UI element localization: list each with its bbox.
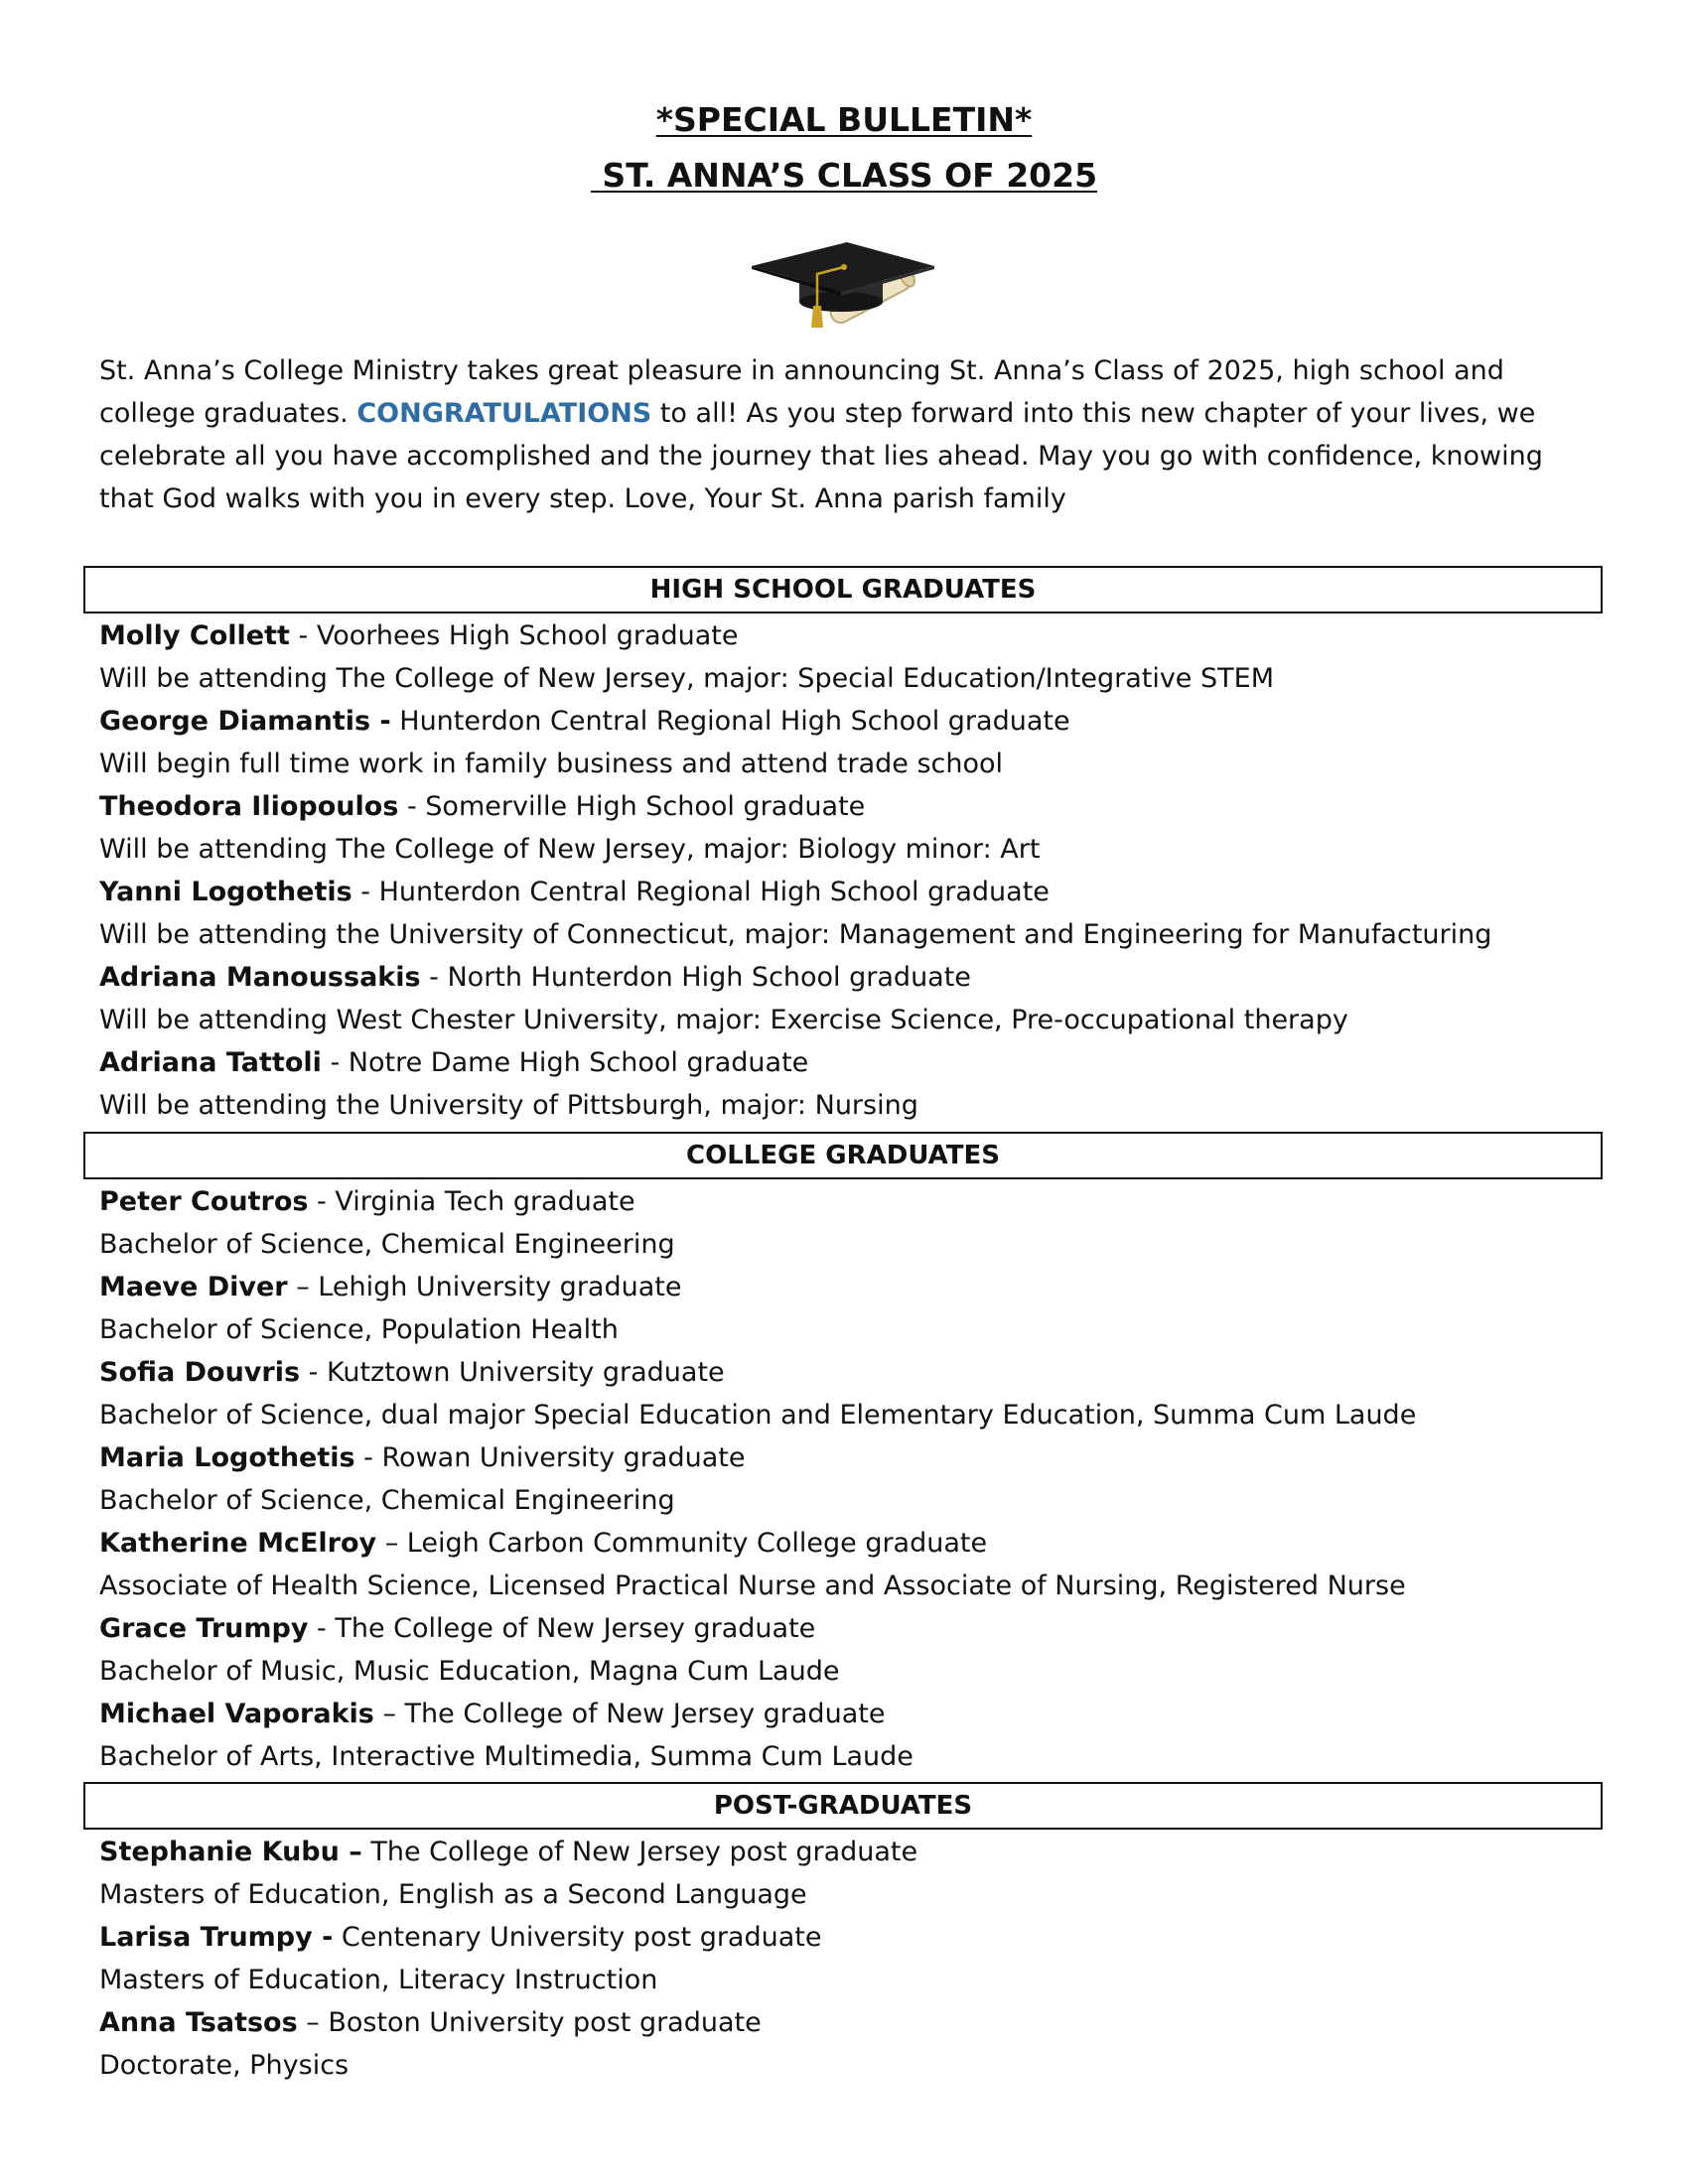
graduate-line <box>99 1831 1589 1873</box>
graduate-detail: Will be attending The College of New Jersey, major: Special Education/Integrative STEM <box>99 663 1274 694</box>
graduate-name: Katherine McElroy <box>99 1528 377 1559</box>
bulletin-title: *SPECIAL BULLETIN* <box>655 100 1033 139</box>
graduate-school: – Lehigh University graduate <box>287 1272 682 1302</box>
graduate-line <box>99 785 1589 828</box>
graduate-school: Hunterdon Central Regional High School graduate <box>390 706 1070 737</box>
graduate-name: Theodora Iliopoulos <box>99 791 399 822</box>
graduate-detail: Masters of Education, Literacy Instruction <box>99 1965 658 1995</box>
intro-text-2: to all! As you step forward into this new chapter of your lives, we celebrate all you have accomplished and the journey that lies ahead. May you go with confidence, knowing that God walks with you in every step. Love, Your St. Anna parish family <box>99 398 1543 514</box>
graduate-line <box>99 614 1589 657</box>
graduate-school: - Notre Dame High School graduate <box>321 1047 809 1078</box>
graduate-line <box>99 1041 1589 1084</box>
graduate-school: - Somerville High School graduate <box>398 791 866 822</box>
graduate-line <box>99 1180 1589 1223</box>
graduate-school: – Leigh Carbon Community College graduate <box>376 1528 988 1559</box>
graduate-detail: Bachelor of Science, Chemical Engineering <box>99 1485 675 1516</box>
graduate-detail: Doctorate, Physics <box>99 2050 350 2081</box>
post-graduates-heading: POST-GRADUATES <box>83 1782 1603 1830</box>
congratulations-highlight: CONGRATULATIONS <box>356 398 652 429</box>
intro-paragraph <box>99 349 1599 520</box>
graduate-line <box>99 1522 1589 1565</box>
graduate-detail: Will be attending West Chester University, major: Exercise Science, Pre-occupational therapy <box>99 1005 1348 1035</box>
graduate-line <box>99 1607 1589 1650</box>
college-graduates-heading: COLLEGE GRADUATES <box>83 1132 1603 1179</box>
graduate-detail: Will begin full time work in family business and attend trade school <box>99 749 1004 779</box>
graduate-name: Larisa Trumpy - <box>99 1922 334 1953</box>
post-graduates-list <box>99 1831 1589 2087</box>
graduate-name: Anna Tsatsos <box>99 2007 298 2038</box>
graduate-name: Adriana Tattoli <box>99 1047 322 1078</box>
graduate-name: George Diamantis - <box>99 706 391 737</box>
graduate-detail: Bachelor of Science, Population Health <box>99 1314 619 1345</box>
graduate-name: Maeve Diver <box>99 1272 288 1302</box>
graduate-name: Michael Vaporakis <box>99 1699 374 1729</box>
bulletin-subtitle: ST. ANNA’S CLASS OF 2025 <box>590 156 1098 195</box>
graduate-name: Sofia Douvris <box>99 1357 301 1388</box>
graduate-detail: Will be attending The College of New Jersey, major: Biology minor: Art <box>99 834 1041 865</box>
graduate-detail: Masters of Education, English as a Second Language <box>99 1879 807 1910</box>
graduate-school: – Boston University post graduate <box>297 2007 762 2038</box>
graduate-school: - The College of New Jersey graduate <box>308 1613 816 1644</box>
graduate-detail: Bachelor of Music, Music Education, Magna Cum Laude <box>99 1656 840 1687</box>
graduate-school: - Kutztown University graduate <box>300 1357 725 1388</box>
graduate-detail: Bachelor of Science, Chemical Engineering <box>99 1229 675 1260</box>
graduate-school: – The College of New Jersey graduate <box>373 1699 886 1729</box>
graduate-school: - Hunterdon Central Regional High School graduate <box>352 877 1050 907</box>
graduate-name: Adriana Manoussakis <box>99 962 421 993</box>
graduate-line <box>99 1916 1589 1959</box>
graduate-line <box>99 1693 1589 1735</box>
graduate-line <box>99 1351 1589 1394</box>
intro-text-1: St. Anna’s College Ministry takes great pleasure in announcing St. Anna’s Class of 2025, high school and college graduates. <box>99 355 1504 429</box>
graduate-school: The College of New Jersey post graduate <box>361 1837 918 1867</box>
graduate-school: Centenary University post graduate <box>333 1922 822 1953</box>
graduate-detail: Will be attending the University of Pittsburgh, major: Nursing <box>99 1090 918 1121</box>
graduation-cap-diploma-icon <box>750 236 938 336</box>
graduate-line <box>99 871 1589 913</box>
graduate-school: - Voorhees High School graduate <box>289 620 739 651</box>
graduate-line <box>99 956 1589 999</box>
graduate-name: Peter Coutros <box>99 1186 309 1217</box>
graduate-name: Molly Collett <box>99 620 290 651</box>
graduate-detail: Associate of Health Science, Licensed Practical Nurse and Associate of Nursing, Registered Nurse <box>99 1570 1406 1601</box>
graduate-detail: Bachelor of Arts, Interactive Multimedia, Summa Cum Laude <box>99 1741 914 1772</box>
graduate-name: Stephanie Kubu – <box>99 1837 362 1867</box>
graduate-name: Yanni Logothetis <box>99 877 352 907</box>
graduate-school: - North Hunterdon High School graduate <box>420 962 971 993</box>
high-school-graduates-list <box>99 614 1589 1127</box>
high-school-graduates-heading: HIGH SCHOOL GRADUATES <box>83 566 1603 614</box>
graduate-detail: Will be attending the University of Connecticut, major: Management and Engineering for Manufacturing <box>99 919 1492 950</box>
graduate-line <box>99 2001 1589 2044</box>
graduate-name: Grace Trumpy <box>99 1613 309 1644</box>
graduate-name: Maria Logothetis <box>99 1442 355 1473</box>
graduate-detail: Bachelor of Science, dual major Special Education and Elementary Education, Summa Cum Laude <box>99 1400 1417 1431</box>
graduate-line <box>99 700 1589 743</box>
graduate-school: - Rowan University graduate <box>354 1442 746 1473</box>
graduate-school: - Virginia Tech graduate <box>308 1186 635 1217</box>
graduate-line <box>99 1266 1589 1308</box>
graduate-line <box>99 1436 1589 1479</box>
college-graduates-list <box>99 1180 1589 1778</box>
